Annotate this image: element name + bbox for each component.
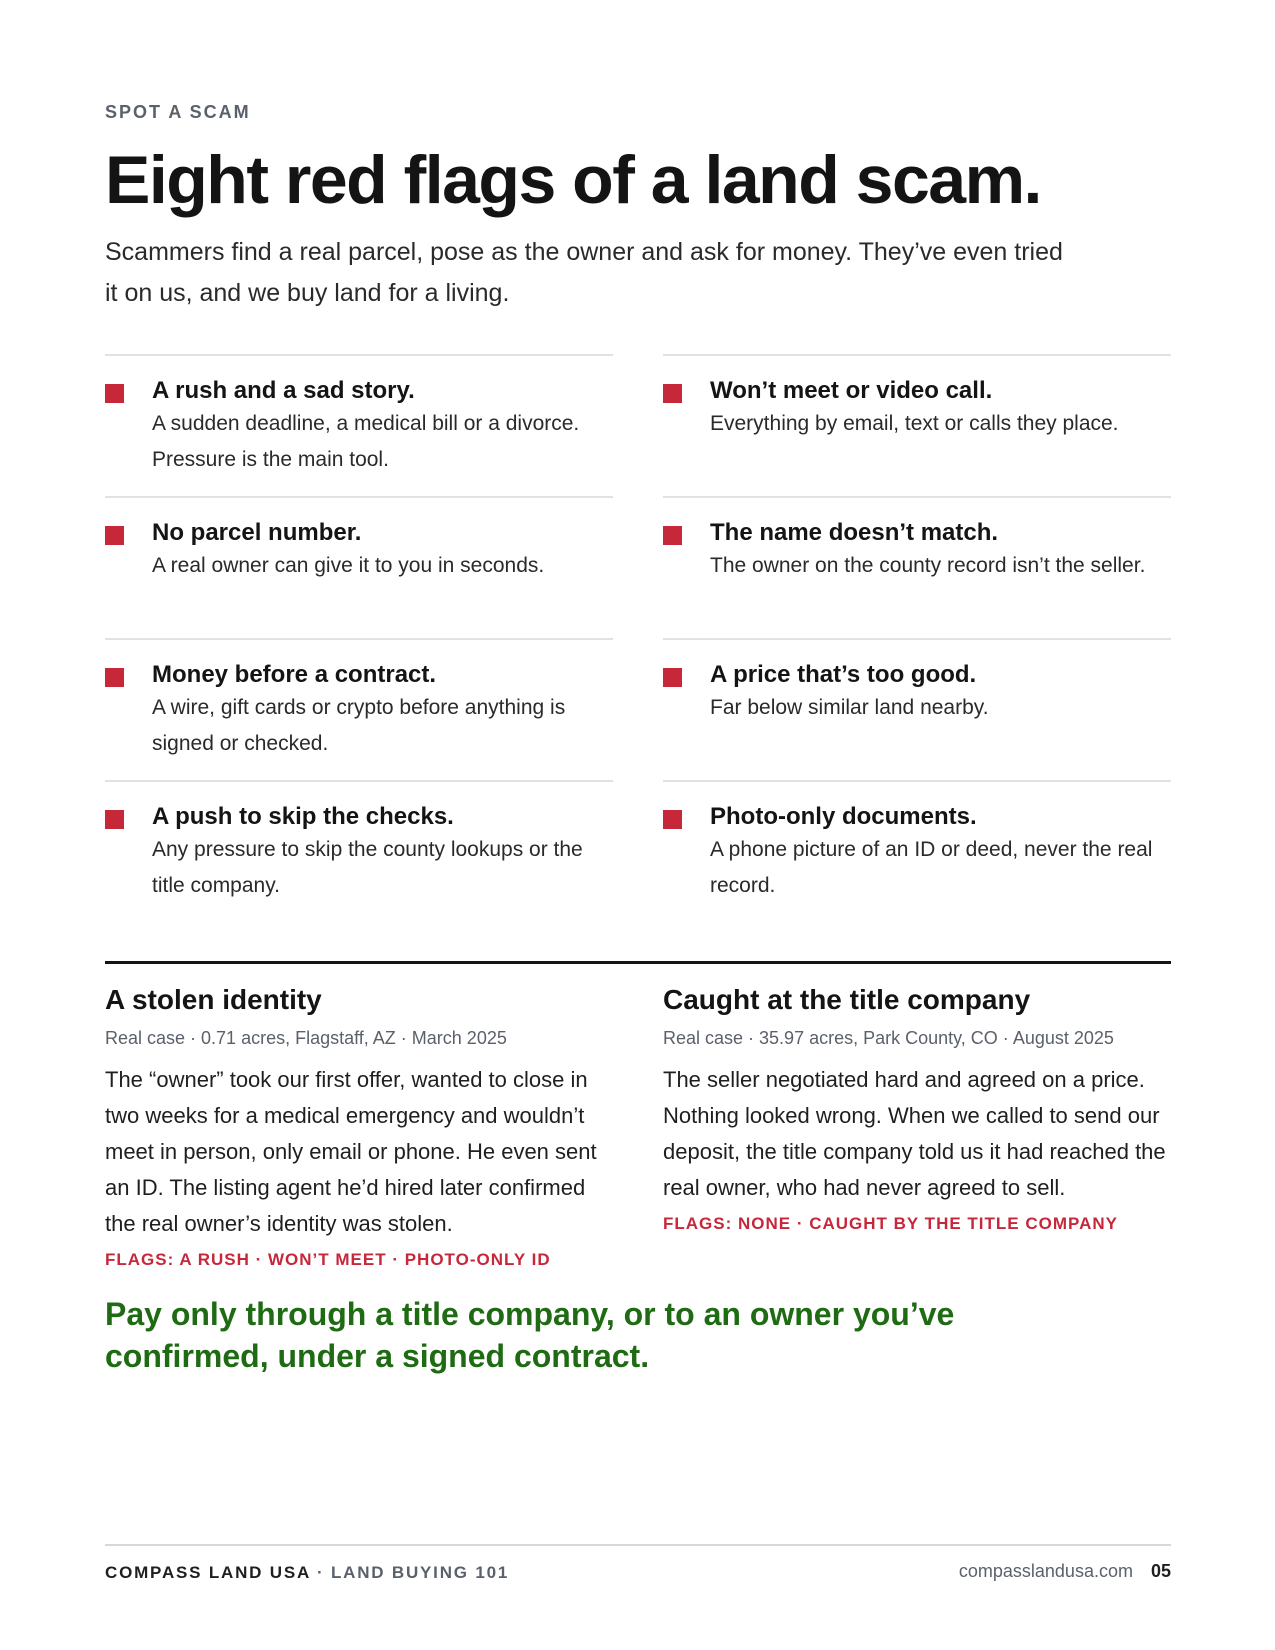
flag-title: The name doesn’t match. <box>710 519 999 546</box>
footer-brand <box>105 1563 509 1583</box>
section-divider <box>105 961 1171 964</box>
flag-item <box>663 780 1171 922</box>
red-square-icon <box>663 384 682 403</box>
flag-description: Any pressure to skip the county lookups or the title company. <box>152 838 583 897</box>
flag-item <box>663 638 1171 780</box>
flag-description: A real owner can give it to you in seconds. <box>152 554 545 577</box>
eyebrow-label: SPOT A SCAM <box>105 102 251 122</box>
flag-description: A wire, gift cards or crypto before anything is signed or checked. <box>152 696 566 755</box>
footer-brand-name: COMPASS LAND USA <box>105 1563 311 1582</box>
flag-title: Won’t meet or video call. <box>710 377 993 404</box>
red-square-icon <box>105 810 124 829</box>
red-flags-grid <box>105 354 1171 922</box>
flag-item <box>105 780 613 922</box>
callout-advice: Pay only through a title company, or to an owner you’ve confirmed, under a signed contract. <box>105 1296 955 1374</box>
footer-section: LAND BUYING 101 <box>330 1563 510 1582</box>
red-square-icon <box>105 526 124 545</box>
flag-title: A price that’s too good. <box>710 661 977 688</box>
flag-title: Photo-only documents. <box>710 803 977 830</box>
flag-title: A rush and a sad story. <box>152 377 415 404</box>
flag-item <box>105 496 613 638</box>
page-title: Eight red flags of a land scam. <box>105 142 1041 218</box>
red-square-icon <box>663 668 682 687</box>
flag-item <box>105 354 613 496</box>
red-square-icon <box>105 668 124 687</box>
red-square-icon <box>663 810 682 829</box>
flag-description: A phone picture of an ID or deed, never the real record. <box>710 838 1153 897</box>
flag-title: A push to skip the checks. <box>152 803 454 830</box>
flag-description: The owner on the county record isn’t the seller. <box>710 554 1146 577</box>
red-square-icon <box>663 526 682 545</box>
case-meta: Real case · 35.97 acres, Park County, CO · August 2025 <box>663 1028 1114 1048</box>
flag-item <box>105 638 613 780</box>
flag-description: Far below similar land nearby. <box>710 696 989 719</box>
case-title: A stolen identity <box>105 984 322 1015</box>
footer-meta <box>959 1561 1171 1582</box>
case-study-stolen-identity <box>105 980 613 1270</box>
footer-divider <box>105 1544 1171 1546</box>
case-study-title-company <box>663 980 1171 1234</box>
case-flags: FLAGS: A RUSH · WON’T MEET · PHOTO-ONLY ID <box>105 1250 551 1269</box>
case-body: The “owner” took our first offer, wanted to close in two weeks for a medical emergency and wouldn’t meet in person, only email or phone. He even sent an ID. The listing agent he’d hired later confirmed the real owner’s identity was stolen. <box>105 1067 597 1236</box>
case-body: The seller negotiated hard and agreed on a price. Nothing looked wrong. When we called to send our deposit, the title company told us it had reached the real owner, who had never agreed to sell. <box>663 1067 1166 1200</box>
footer-url: compasslandusa.com <box>958 1561 1133 1581</box>
flag-title: Money before a contract. <box>152 661 437 688</box>
flag-item <box>663 354 1171 496</box>
page-number: 05 <box>1150 1561 1171 1581</box>
case-title: Caught at the title company <box>663 984 1031 1015</box>
flag-description: Everything by email, text or calls they place. <box>710 412 1119 435</box>
case-meta: Real case · 0.71 acres, Flagstaff, AZ · March 2025 <box>105 1028 507 1048</box>
flag-title: No parcel number. <box>152 519 362 546</box>
flag-description: A sudden deadline, a medical bill or a divorce. Pressure is the main tool. <box>152 412 580 471</box>
intro-paragraph: Scammers find a real parcel, pose as the owner and ask for money. They’ve even tried it on us, and we buy land for a living. <box>105 238 1063 307</box>
case-flags: FLAGS: NONE · CAUGHT BY THE TITLE COMPANY <box>663 1214 1118 1233</box>
red-square-icon <box>105 384 124 403</box>
footer-separator: · <box>316 1563 325 1582</box>
flag-item <box>663 496 1171 638</box>
